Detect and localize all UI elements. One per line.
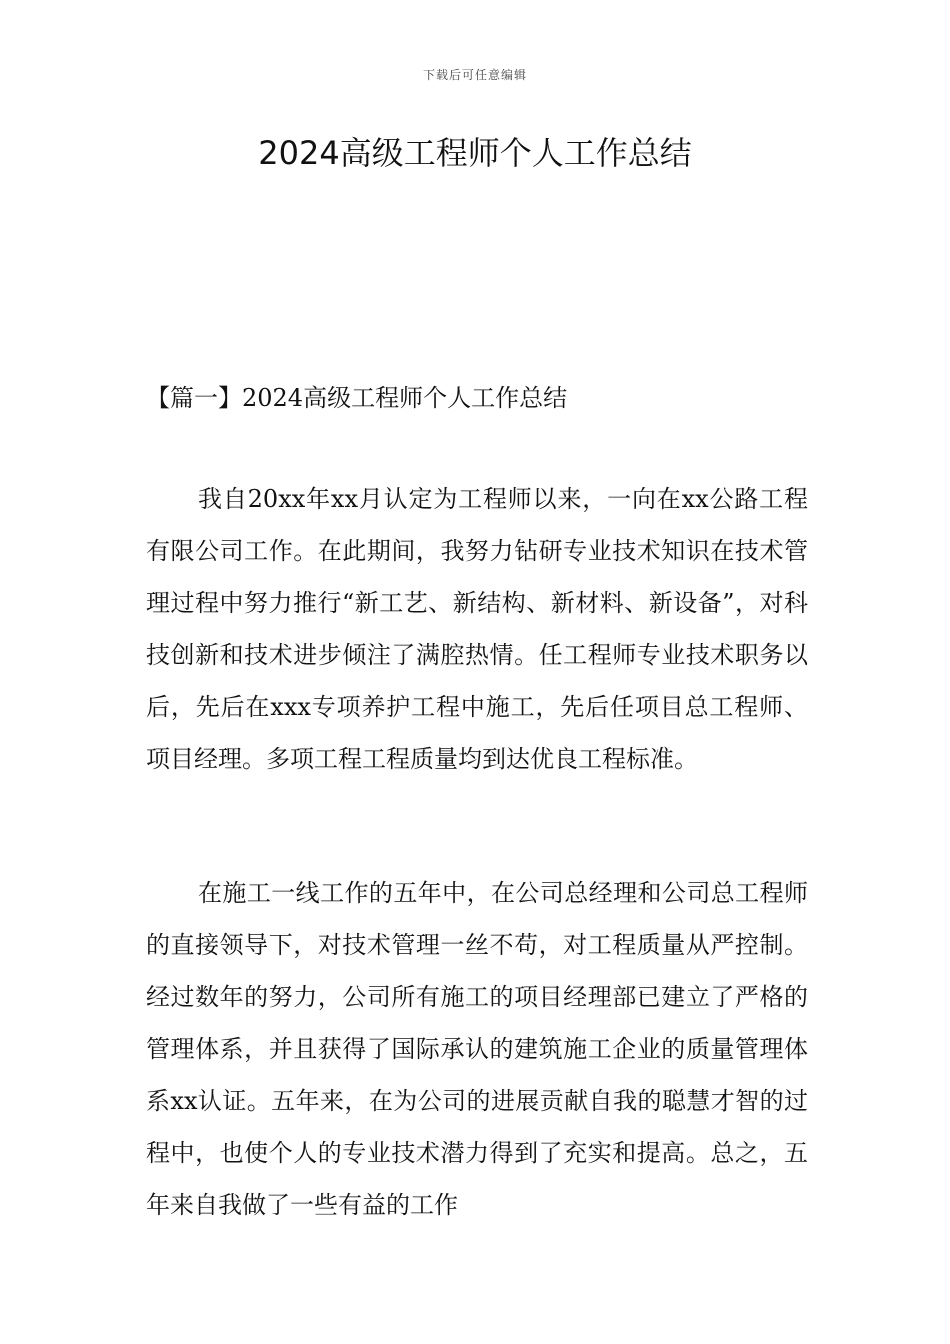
body-paragraph: 我自20xx年xx月认定为工程师以来，一向在xx公路工程有限公司工作。在此期间，我努力钻研专业技术知识在技术管理过程中努力推行“新工艺、新结构、新材料、新设备”，对科技创新和技术进步倾注了满腔热情。任工程师专业技术职务以后，先后在xxx专项养护工程中施工，先后任项目总工程师、项目经理。多项工程工程质量均到达优良工程标准。 (146, 485, 808, 773)
document-title: 2024高级工程师个人工作总结 (258, 134, 692, 172)
body-paragraph: 在施工一线工作的五年中，在公司总经理和公司总工程师的直接领导下，对技术管理一丝不苟，对工程质量从严控制。经过数年的努力，公司所有施工的项目经理部已建立了严格的管理体系，并且获得了国际承认的建筑施工企业的质量管理体系xx认证。五年来，在为公司的进展贡献自我的聪慧才智的过程中，也使个人的专业技术潜力得到了充实和提高。总之，五年来自我做了一些有益的工作 (146, 879, 808, 1219)
section-heading: 【篇一】2024高级工程师个人工作总结 (146, 384, 568, 412)
header-note: 下载后可任意编辑 (422, 68, 527, 82)
